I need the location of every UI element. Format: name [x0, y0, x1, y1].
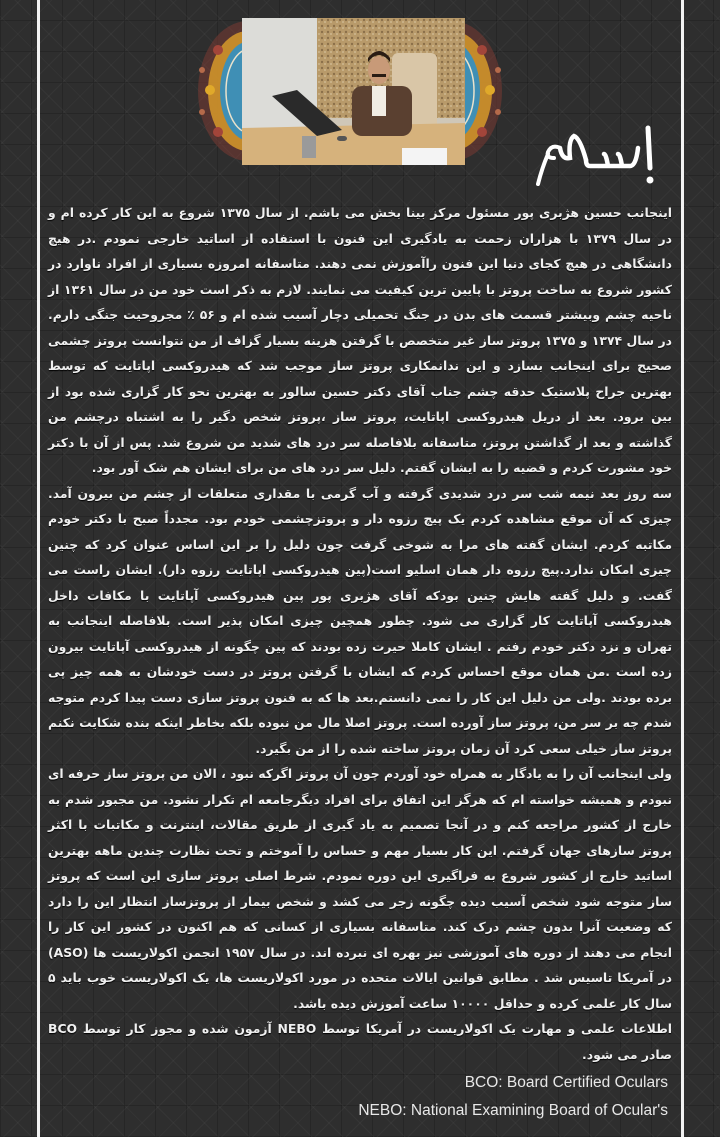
right-border-line	[681, 0, 684, 1137]
content-column	[48, 0, 672, 1137]
footnote-nebo: NEBO: National Examining Board of Ocular's	[358, 1102, 668, 1119]
footnote-bco: BCO: Board Certified Oculars	[464, 1074, 668, 1091]
paragraph-4: اطلاعات علمی و مهارت یک اکولاریست در آمریکا توسط NEBO آزمون شده و مجوز کار توسط BCO صادر می شود.	[48, 1021, 672, 1062]
paragraph-1: اینجانب حسین هژبری پور مسئول مرکز بینا بخش می باشم. از سال ۱۳۷۵ شروع به این کار کرده ام و در سال ۱۳۷۹ با هزاران زحمت به یادگیری این فنون با استفاده از اساتید خارجی نمودم .در هیچ دانشگاهی در هیچ کجای دنیا این فنون راآموزش نمی دهند. متاسفانه امروزه بسیاری از افراد ناوارد در کشور شروع به ساخت پروتز با پایین ترین کیفیت می نمایند. لازم به ذکر است خود من در سال ۱۳۶۱ از ناحیه چشم وبیشتر قسمت های بدن در جنگ تحمیلی دچار آسیب شده ام و ۵۶ ٪ مجروحیت جنگی دارم. در سال ۱۳۷۴ و ۱۳۷۵ پروتز ساز غیر متخصص با گرفتن هزینه بسیار گزاف از من نتوانست پروتز چشمی صحیح برای اینجانب بسازد و این ندانمکاری پروتز ساز موجب شد که هیدروکسی اپاتایت که توسط بهترین جراح پلاستیک حدقه چشم جناب آقای دکتر حسین سالور به بهترین نحو کار گزاری شده بود از بین برود. بعد از دریل هیدروکسی اپاتایت، پروتز ساز ،پروتز شخص دگیر را به اشتباه درچشم من گذاشته و بعد از گذاشتن پروتز، متاسفانه بلافاصله سر درد های شدید من شروع شد. پس از آن با دکتر خود مشورت کردم و قضیه را به ایشان گفتم. دلیل سر درد های من برای ایشان هم شک آور بود.	[48, 205, 672, 475]
biography-text	[48, 200, 672, 1067]
left-border-line	[37, 0, 40, 1137]
paragraph-3: ولی اینجانب آن را به یادگار به همراه خود آوردم چون آن پروتز اگرکه نبود ، الان من پروتز ساز حرفه ای نبودم و همیشه خواسته ام که هرگز این اتفاق برای افراد دیگرجامعه ام تکرار نشود. من مجبور شدم به خارج از کشور مراجعه کنم و در آنجا تصمیم به یاد گیری از طریق مقالات، اینترنت و مکاتبات با اکثر پروتز سازهای جهان گرفتم. این کار بسیار مهم و حساس را آموختم و تحت نظارت چندین ماهه بهترین اساتید خارج از کشور شروع به فراگیری این دوره نمودم. شرط اصلی پروتز سازی این است که پروتز ساز متوجه شود شخص آسیب دیده چگونه زجر می کشد و شخص بیمار از پروتزساز انتظار این را دارد که وضعیت آنرا بدون چشم درک کند. متاسفانه بسیاری از کسانی که هم اکنون در کشور این کار را انجام می دهند از دوره های آموزشی نیز بهره ای نبرده اند. در سال ۱۹۵۷ انجمن اکولاریست ها (ASO) در آمریکا تاسیس شد . مطابق قوانین ایالات متحده در مورد اکولاریست ها، یک اکولاریست خوب باید ۵ سال کار علمی کرده و حداقل ۱۰۰۰۰ ساعت آموزش دیده باشد.	[48, 766, 672, 1011]
paragraph-2: سه روز بعد نیمه شب سر درد شدیدی گرفته و آب گرمی با مقداری متعلقات از چشم من بیرون آمد. چیزی که آن موقع مشاهده کردم یک پیچ رزوه دار و پروتزچشمی خودم بود. مجدداً صبح با دکتر خودم مکاتبه کردم. ایشان گفته های مرا به شوخی گرفت چون دلیل را بر این اساس عنوان کرد که چنین چیزی امکان ندارد.پیچ رزوه دار همان اسلیو است(پین هیدروکسی اپاتایت رزوه دار). ایشان راست می گفت. و دلیل گفته هایش چنین بودکه آقای هژبری پور پین هیدروکسی آپاتایت با مکافات داخل هیدروکسی آپاتایت کار گزاری می شود. چطور همچین چیزی امکان پذیر است. بلافاصله اینجانب به تهران و نزد دکتر خودم رفتم . ایشان کاملا حیرت زده بودند که پین چگونه از هیدروکسی آپاتایت بیرون زده است .من همان موقع احساس کردم که ایشان با گرفتن پروتز در دست خودشان به همه چیز پی برده بودند .ولی من دلیل این کار را نمی دانستم.بعد ها که به فنون پروتز سازی دست پیدا کردم متوجه شدم چه بر سر من، پروتز ساز آورده است. پروتز اصلا مال من نبوده بلکه بخاطر اینکه بنده شکایت نکنم پروتز ساز خیلی سعی کرد آن زمان پروتز ساخته شده را از من بگیرد.	[48, 485, 672, 756]
